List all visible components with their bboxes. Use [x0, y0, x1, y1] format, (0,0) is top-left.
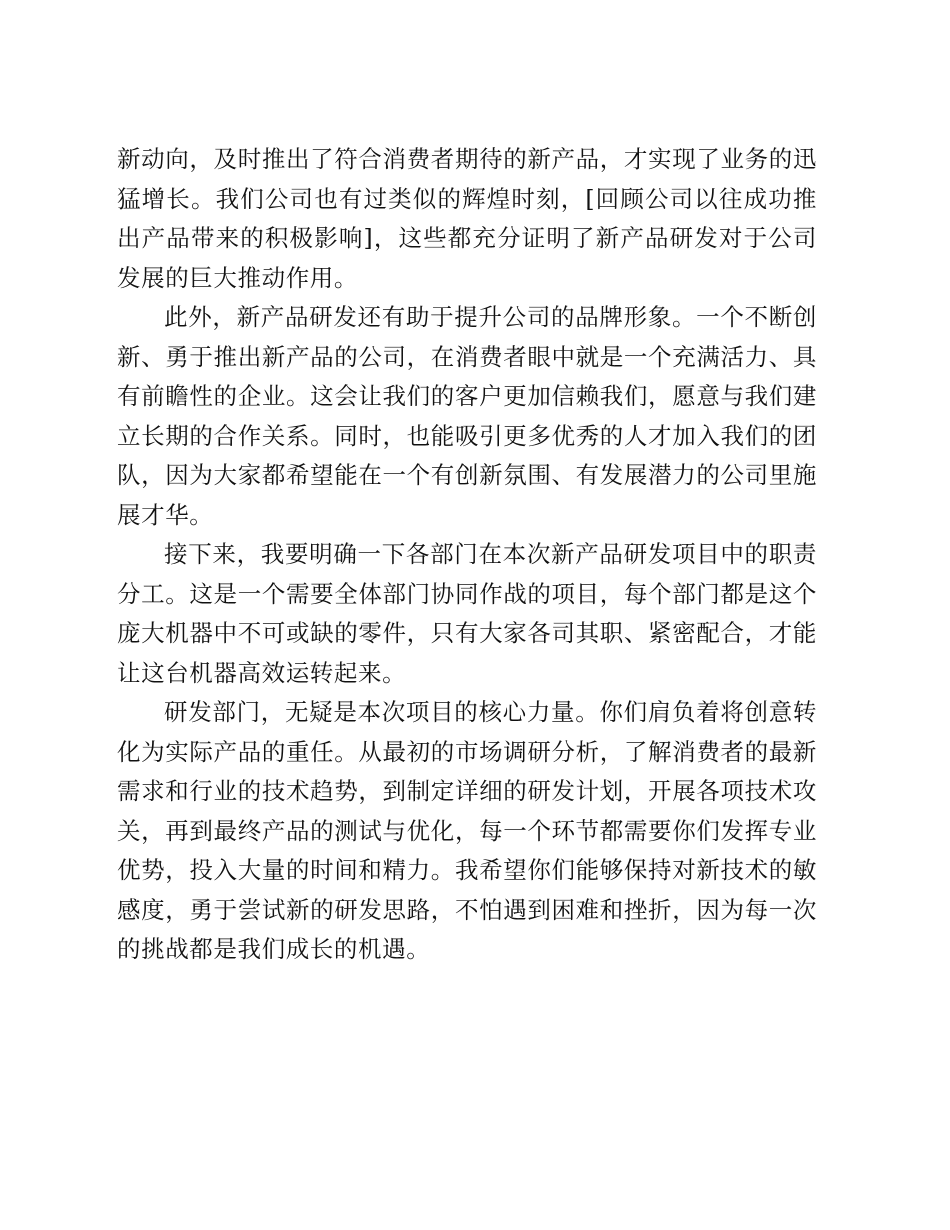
paragraph-department-roles: 接下来，我要明确一下各部门在本次新产品研发项目中的职责分工。这是一个需要全体部门协同作战的项目，每个部门都是这个庞大机器中不可或缺的零件，只有大家各司其职、紧密配合，才能让这台机器高效运转起来。 [117, 540, 817, 687]
paragraph-continued: 新动向，及时推出了符合消费者期待的新产品，才实现了业务的迅猛增长。我们公司也有过类似的辉煌时刻，[回顾公司以往成功推出产品带来的积极影响]，这些都充分证明了新产品研发对于公司发展的巨大推动作用。 [117, 145, 817, 292]
paragraph-rd-department: 研发部门，无疑是本次项目的核心力量。你们肩负着将创意转化为实际产品的重任。从最初的市场调研分析，了解消费者的最新需求和行业的技术趋势，到制定详细的研发计划，开展各项技术攻关，再到最终产品的测试与优化，每一个环节都需要你们发挥专业优势，投入大量的时间和精力。我希望你们能够保持对新技术的敏感度，勇于尝试新的研发思路，不怕遇到困难和挫折，因为每一次的挑战都是我们成长的机遇。 [117, 698, 817, 963]
document-body [117, 140, 817, 970]
paragraph-brand-image: 此外，新产品研发还有助于提升公司的品牌形象。一个不断创新、勇于推出新产品的公司，在消费者眼中就是一个充满活力、具有前瞻性的企业。这会让我们的客户更加信赖我们，愿意与我们建立长期的合作关系。同时，也能吸引更多优秀的人才加入我们的团队，因为大家都希望能在一个有创新氛围、有发展潜力的公司里施展才华。 [117, 303, 817, 529]
